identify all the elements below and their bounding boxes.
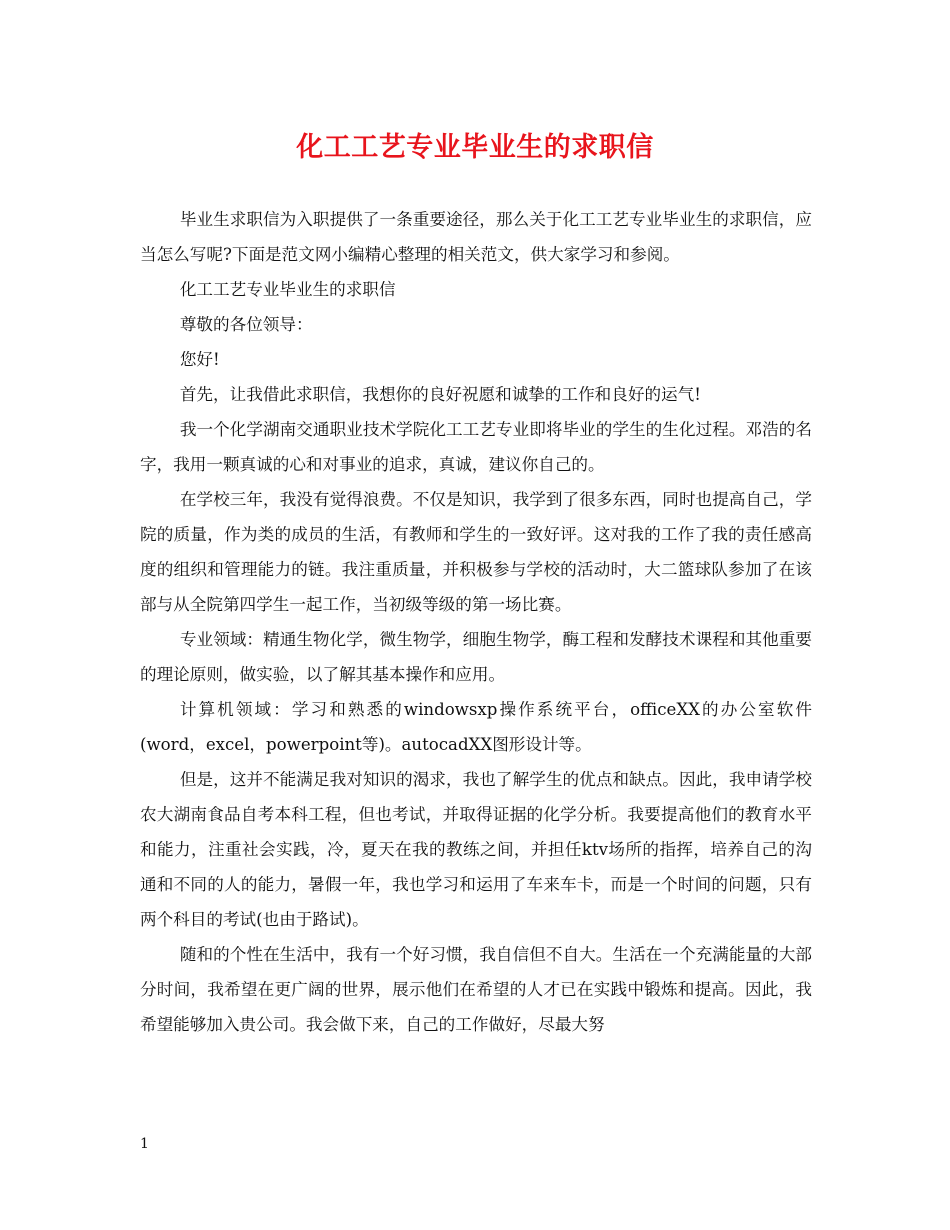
paragraph-salutation: 尊敬的各位领导： bbox=[179, 315, 313, 334]
paragraph-professional-field: 专业领域：精通生物化学，微生物学，细胞生物学，酶工程和发酵技术课程和其他重要的理论原则，做实验，以了解其基本操作和应用。 bbox=[140, 630, 812, 684]
paragraph-personality: 随和的个性在生活中，我有一个好习惯，我自信但不自大。生活在一个充满能量的大部分时间，我希望在更广阔的世界，展示他们在希望的人才已在实践中锻炼和提高。因此，我希望能够加入贵公司。我会做下来，自己的工作做好，尽最大努 bbox=[140, 945, 812, 1034]
document-body bbox=[140, 202, 812, 1042]
paragraph-further-study: 但是，这并不能满足我对知识的渴求，我也了解学生的优点和缺点。因此，我申请学校农大湖南食品自考本科工程，但也考试，并取得证据的化学分析。我要提高他们的教育水平和能力，注重社会实践，冷，夏天在我的教练之间，并担任ktv场所的指挥，培养自己的沟通和不同的人的能力，暑假一年，我也学习和运用了车来车卡，而是一个时间的问题，只有两个科目的考试(也由于路试)。 bbox=[140, 770, 812, 929]
paragraph-computer-skills: 计算机领域：学习和熟悉的windowsxp操作系统平台，officeXX的办公室软件(word，excel，powerpoint等)。autocadXX图形设计等。 bbox=[140, 700, 812, 754]
paragraph-letter-title: 化工工艺专业毕业生的求职信 bbox=[179, 280, 396, 299]
page-number: 1 bbox=[140, 1136, 149, 1152]
paragraph-intro: 毕业生求职信为入职提供了一条重要途径，那么关于化工工艺专业毕业生的求职信，应当怎么写呢?下面是范文网小编精心整理的相关范文，供大家学习和参阅。 bbox=[140, 210, 812, 264]
document-title: 化工工艺专业毕业生的求职信 bbox=[296, 132, 654, 163]
paragraph-self-intro: 我一个化学湖南交通职业技术学院化工工艺专业即将毕业的学生的生化过程。邓浩的名字，我用一颗真诚的心和对事业的追求，真诚，建议你自己的。 bbox=[140, 420, 812, 474]
paragraph-greeting: 您好! bbox=[179, 350, 220, 369]
paragraph-school-experience: 在学校三年，我没有觉得浪费。不仅是知识，我学到了很多东西，同时也提高自己，学院的质量，作为类的成员的生活，有教师和学生的一致好评。这对我的工作了我的责任感高度的组织和管理能力的链。我注重质量，并积极参与学校的活动时，大二篮球队参加了在该部与从全院第四学生一起工作，当初级等级的第一场比赛。 bbox=[140, 490, 812, 614]
paragraph-opening: 首先，让我借此求职信，我想你的良好祝愿和诚挚的工作和良好的运气! bbox=[179, 385, 701, 404]
